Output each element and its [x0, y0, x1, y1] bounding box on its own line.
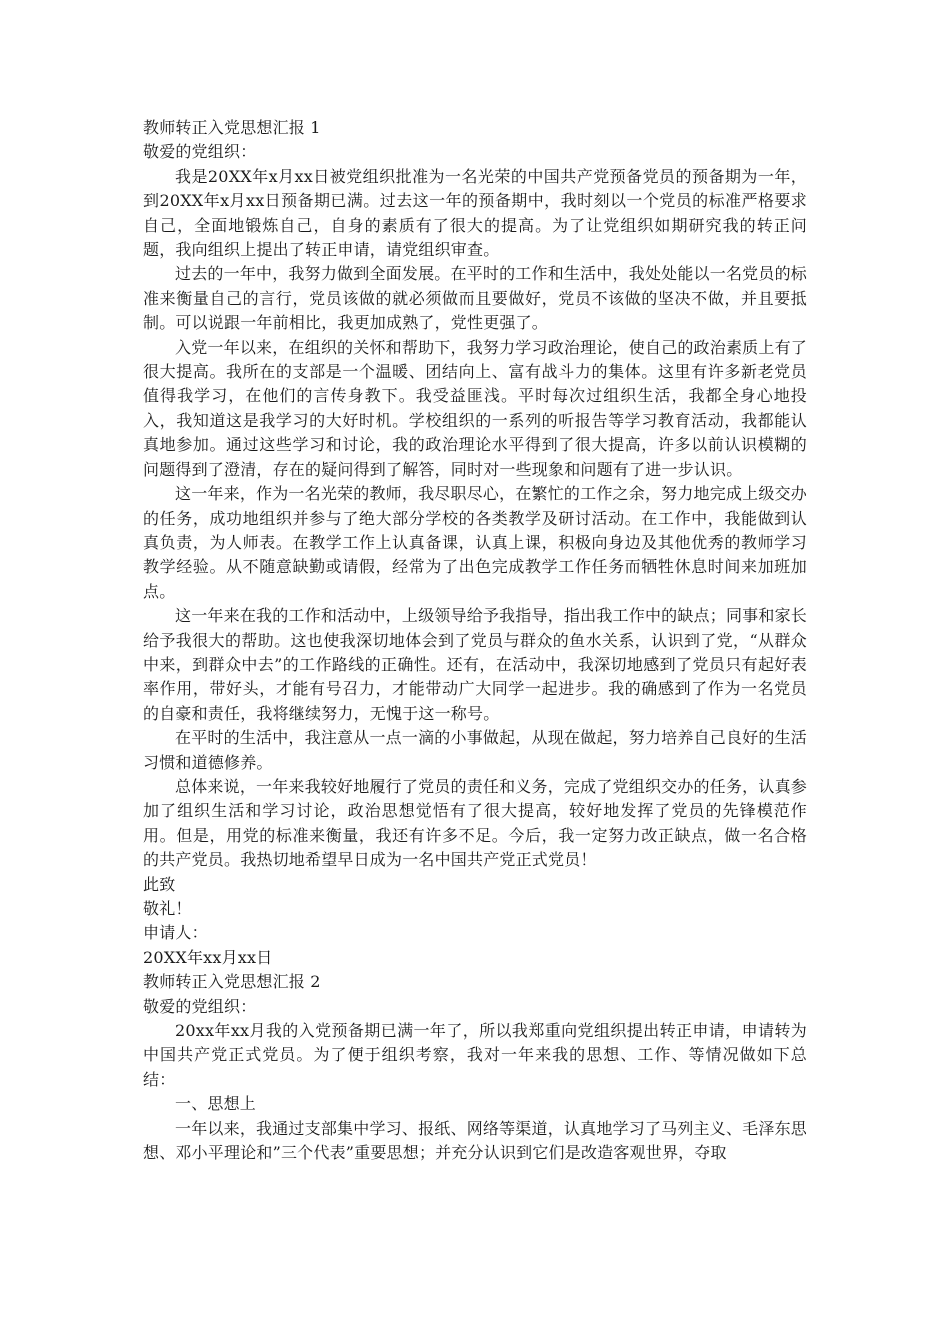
doc1-paragraph: 这一年来，作为一名光荣的教师，我尽职尽心，在繁忙的工作之余，努力地完成上级交办的任务，成功地组织并参与了绝大部分学校的各类教学及研讨活动。在工作中，我能做到认真负责，为人师表。在教学工作上认真备课，认真上课，积极向身边及其他优秀的教师学习教学经验。从不随意缺勤或请假，经常为了出色完成教学工作任务而牺牲休息时间来加班加点。	[143, 484, 807, 601]
doc2-section-heading: 一、思想上	[175, 1094, 257, 1114]
doc1-salutation: 敬爱的党组织：	[143, 142, 257, 162]
doc1-closing-2: 敬礼！	[143, 899, 192, 918]
doc2-salutation: 敬爱的党组织：	[143, 996, 257, 1016]
document-body	[143, 116, 807, 1165]
doc1-date: 20XX年xx月xx日	[143, 947, 273, 967]
doc1-applicant: 申请人：	[143, 923, 208, 943]
doc1-closing-1: 此致	[143, 874, 176, 894]
doc1-paragraph: 入党一年以来，在组织的关怀和帮助下，我努力学习政治理论，使自己的政治素质上有了很大提高。我所在的支部是一个温暖、团结向上、富有战斗力的集体。这里有许多新老党员值得我学习，在他们的言传身教下。我受益匪浅。平时每次过组织生活，我都全身心地投入，我知道这是我学习的大好时机。学校组织的一系列的听报告等学习教育活动，我都能认真地参加。通过这些学习和讨论，我的政治理论水平得到了很大提高，许多以前认识模糊的问题得到了澄清，存在的疑问得到了解答，同时对一些现象和问题有了进一步认识。	[143, 337, 807, 479]
doc1-paragraph: 我是20XX年x月xx日被党组织批准为一名光荣的中国共产党预备党员的预备期为一年，到20XX年x月xx日预备期已满。过去这一年的预备期中，我时刻以一个党员的标准严格要求自己，全面地锻炼自己，自身的素质有了很大的提高。为了让党组织如期研究我的转正问题，我向组织上提出了转正申请，请党组织审查。	[143, 166, 807, 260]
doc2-paragraph: 一年以来，我通过支部集中学习、报纸、网络等渠道，认真地学习了马列主义、毛泽东思想、邓小平理论和”三个代表”重要思想；并充分认识到它们是改造客观世界，夺取	[143, 1118, 807, 1163]
doc1-paragraph: 在平时的生活中，我注意从一点一滴的小事做起，从现在做起，努力培养自己良好的生活习惯和道德修养。	[143, 728, 807, 772]
doc1-paragraph: 过去的一年中，我努力做到全面发展。在平时的工作和生活中，我处处能以一名党员的标准来衡量自己的言行，党员该做的就必须做而且要做好，党员不该做的坚决不做，并且要抵制。可以说跟一年前相比，我更加成熟了，党性更强了。	[143, 264, 807, 333]
doc2-title: 教师转正入党思想汇报 2	[143, 972, 321, 992]
doc1-paragraph: 这一年来在我的工作和活动中，上级领导给予我指导，指出我工作中的缺点；同事和家长给予我很大的帮助。这也使我深切地体会到了党员与群众的鱼水关系，认识到了党，“从群众中来，到群众中去”的工作路线的正确性。还有，在活动中，我深切地感到了党员只有起好表率作用，带好头，才能有号召力，才能带动广大同学一起进步。我的确感到了作为一名党员的自豪和责任，我将继续努力，无愧于这一称号。	[143, 606, 807, 723]
doc1-title: 教师转正入党思想汇报 1	[143, 118, 321, 137]
doc2-paragraph: 20xx年xx月我的入党预备期已满一年了，所以我郑重向党组织提出转正申请，申请转为中国共产党正式党员。为了便于组织考察，我对一年来我的思想、工作、等情况做如下总结：	[143, 1021, 807, 1089]
doc1-paragraph: 总体来说，一年来我较好地履行了党员的责任和义务，完成了党组织交办的任务，认真参加了组织生活和学习讨论，政治思想觉悟有了很大提高，较好地发挥了党员的先锋模范作用。但是，用党的标准来衡量，我还有许多不足。今后，我一定努力改正缺点，做一名合格的共产党员。我热切地希望早日成为一名中国共产党正式党员！	[143, 776, 807, 870]
